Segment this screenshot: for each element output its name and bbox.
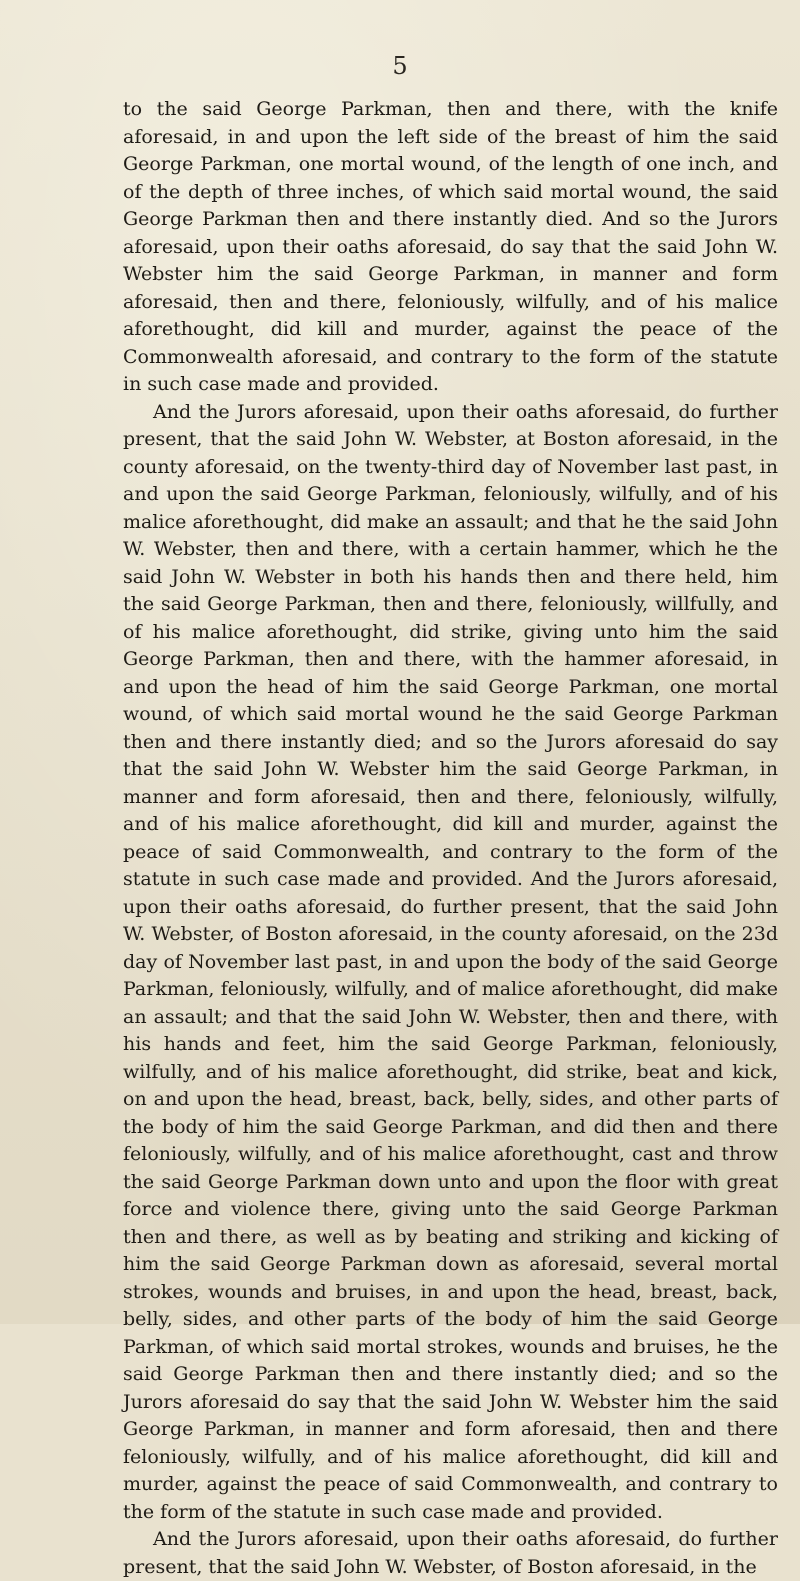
page-number: 5 [392,52,408,80]
paragraph-3: And the Jurors aforesaid, upon their oaths aforesaid, do further present, that the said John W. Webster, of Boston aforesaid, in the [123,1528,778,1578]
body-text [123,96,778,1581]
paragraph-2: And the Jurors aforesaid, upon their oaths aforesaid, do further present, that the said John W. Webster, at Boston aforesaid, in the county aforesaid, on the twenty-third day of November last past, in and upon the said George Parkman, feloniously, wilfully, and of his malice aforethought, did make an assault; and that he the said John W. Webster, then and there, with a certain hammer, which he the said John W. Webster in both his hands then and there held, him the said George Parkman, then and there, feloniously, willfully, and of his malice aforethought, did strike, giving unto him the said George Parkman, then and there, with the hammer aforesaid, in and upon the head of him the said George Parkman, one mortal wound, of which said mortal wound he the said George Parkman then and there instantly died; and so the Jurors aforesaid do say that the said John W. Webster him the said George Parkman, in manner and form aforesaid, then and there, feloniously, wilfully, and of his malice aforethought, did kill and murder, against the peace of said Commonwealth, and contrary to the form of the statute in such case made and provided. And the Jurors aforesaid, upon their oaths aforesaid, do further present, that the said John W. Webster, of Boston aforesaid, in the county aforesaid, on the 23d day of November last past, in and upon the body of the said George Parkman, feloniously, wilfully, and of malice aforethought, did make an assault; and that the said John W. Webster, then and there, with his hands and feet, him the said George Parkman, feloniously, wilfully, and of his malice aforethought, did strike, beat and kick, on and upon the head, breast, back, belly, sides, and other parts of the body of him the said George Parkman, and did then and there feloniously, wilfully, and of his malice aforethought, cast and throw the said George Parkman down unto and upon the floor with great force and violence there, giving unto the said George Parkman then and there, as well as by beating and striking and kicking of him the said George Parkman down as aforesaid, several mortal strokes, wounds and bruises, in and upon the head, breast, back, belly, sides, and other parts of the body of him the said George Parkman, of which said mortal strokes, wounds and bruises, he the said George Parkman then and there instantly died; and so the Jurors aforesaid do say that the said John W. Webster him the said George Parkman, in manner and form aforesaid, then and there feloniously, wilfully, and of his malice aforethought, did kill and murder, against the peace of said Commonwealth, and contrary to the form of the statute in such case made and provided. [123,400,778,1523]
paragraph-1: to the said George Parkman, then and there, with the knife aforesaid, in and upon the left side of the breast of him the said George Parkman, one mortal wound, of the length of one inch, and of the depth of three inches, of which said mortal wound, the said George Parkman then and there instantly died. And so the Jurors aforesaid, upon their oaths aforesaid, do say that the said John W. Webster him the said George Parkman, in manner and form aforesaid, then and there, feloniously, wilfully, and of his malice aforethought, did kill and murder, against the peace of the Commonwealth aforesaid, and contrary to the form of the statute in such case made and provided. [123,98,778,395]
